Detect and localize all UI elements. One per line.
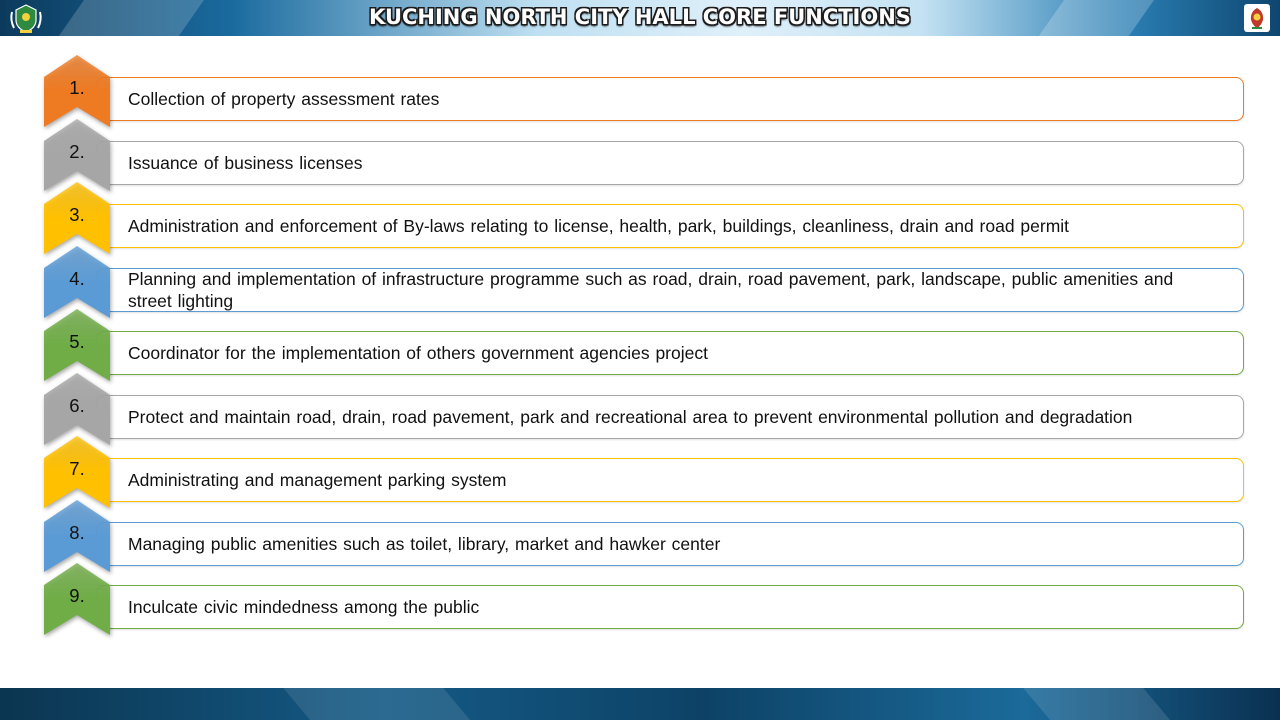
function-description: Administration and enforcement of By-laws relating to license, health, park, buildings, cleanliness, drain and road permit <box>128 216 1070 236</box>
function-number: 9. <box>69 585 85 606</box>
function-number: 5. <box>69 331 85 352</box>
function-description: Administrating and management parking system <box>128 470 507 490</box>
function-description: Planning and implementation of infrastructure programme such as road, drain, road pavement, park, landscape, public amenities and street lighting <box>128 268 1174 311</box>
function-description: Issuance of business licenses <box>128 152 363 173</box>
function-description: Protect and maintain road, drain, road pavement, park and recreational area to prevent environmental pollution and degradation <box>128 406 1133 427</box>
function-number: 4. <box>69 267 85 289</box>
function-description: Collection of property assessment rates <box>128 89 440 109</box>
footer-banner <box>0 688 1280 720</box>
function-number: 6. <box>69 394 85 416</box>
function-number: 2. <box>69 140 85 162</box>
function-item <box>44 563 1246 637</box>
function-description: Coordinator for the implementation of others government agencies project <box>128 343 708 363</box>
function-number: 1. <box>69 77 85 98</box>
header-banner <box>0 0 1280 36</box>
function-number: 8. <box>69 521 85 543</box>
function-description: Managing public amenities such as toilet, library, market and hawker center <box>128 533 721 554</box>
emblem-logo <box>1244 4 1270 32</box>
page-title: KUCHING NORTH CITY HALL CORE FUNCTIONS <box>369 5 911 29</box>
function-number: 3. <box>69 204 85 225</box>
function-description: Inculcate civic mindedness among the public <box>128 597 480 617</box>
function-number: 7. <box>69 458 85 479</box>
